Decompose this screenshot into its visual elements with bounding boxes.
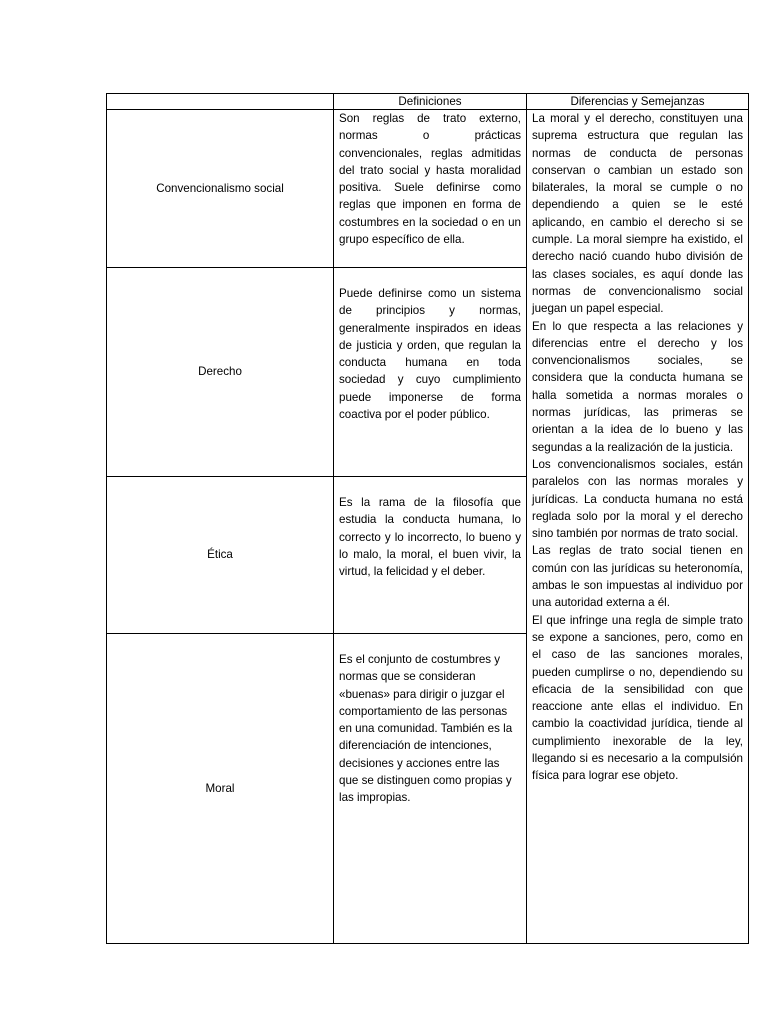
differences-paragraph: La moral y el derecho, constituyen una suprema estructura que regulan las normas de conducta de personas conservan o cambian un estado son bilaterales, la moral se cumple o no dependiendo a quien se le esté aplicando, en cambio el derecho si se cumple. La moral siempre ha existido, el derecho nació cuando hubo división de las clases sociales, es aquí donde las normas de convencionalismo social juegan un papel especial. xyxy=(532,112,743,316)
differences-paragraph: En lo que respecta a las relaciones y diferencias entre el derecho y los convencionalismos sociales, se considera que la conducta humana se halla sometida a normas morales o normas jurídicas, las primeras se orientan a la idea de lo bueno y las segundas a la realización de la justicia. xyxy=(532,319,743,454)
term-cell: Convencionalismo social xyxy=(107,110,334,268)
definition-cell: Es la rama de la filosofía que estudia la conducta humana, lo correcto y lo incorrecto, lo bueno y lo malo, la moral, el buen vivir, la virtud, la felicidad y el deber. xyxy=(334,477,527,634)
definition-cell: Son reglas de trato externo, normas o prácticas convencionales, reglas admitidas del trato social y hasta moralidad positiva. Suele definirse como reglas que imponen en forma de costumbres en la sociedad o en un grupo específico de ella. xyxy=(334,110,527,268)
differences-paragraph: El que infringe una regla de simple trato se expone a sanciones, pero, como en el caso de las sanciones morales, pueden cumplirse o no, dependiendo su eficacia de la sensibilidad con que reaccione ante ellas el individuo. En cambio la coactividad jurídica, tiende al cumplimiento inexorable de la ley, llegando si es necesario a la compulsión física para lograr ese objeto. xyxy=(532,613,743,783)
comparison-table xyxy=(106,93,749,944)
differences-paragraph: Las reglas de trato social tienen en común con las jurídicas su heteronomía, ambas le son impuestas al individuo por una autoridad externa a él. xyxy=(532,544,743,610)
header-empty xyxy=(107,94,334,110)
differences-cell xyxy=(527,110,749,944)
differences-paragraph: Los convencionalismos sociales, están paralelos con las normas morales y jurídicas. La conducta humana no está reglada solo por la moral y el derecho sino también por normas de trato social. xyxy=(532,457,743,541)
term-cell: Ética xyxy=(107,477,334,634)
definition-cell: Puede definirse como un sistema de principios y normas, generalmente inspirados en ideas de justicia y orden, que regulan la conducta humana en toda sociedad y cuyo cumplimiento puede imponerse de forma coactiva por el poder público. xyxy=(334,268,527,477)
definition-cell: Es el conjunto de costumbres y normas que se consideran «buenas» para dirigir o juzgar el comportamiento de las personas en una comunidad. También es la diferenciación de intenciones, decisiones y acciones entre las que se distinguen como propias y las impropias. xyxy=(334,634,527,944)
term-cell: Derecho xyxy=(107,268,334,477)
header-definiciones: Definiciones xyxy=(334,94,527,110)
term-cell: Moral xyxy=(107,634,334,944)
header-row xyxy=(107,94,749,110)
table-row xyxy=(107,110,749,268)
header-diferencias: Diferencias y Semejanzas xyxy=(527,94,749,110)
